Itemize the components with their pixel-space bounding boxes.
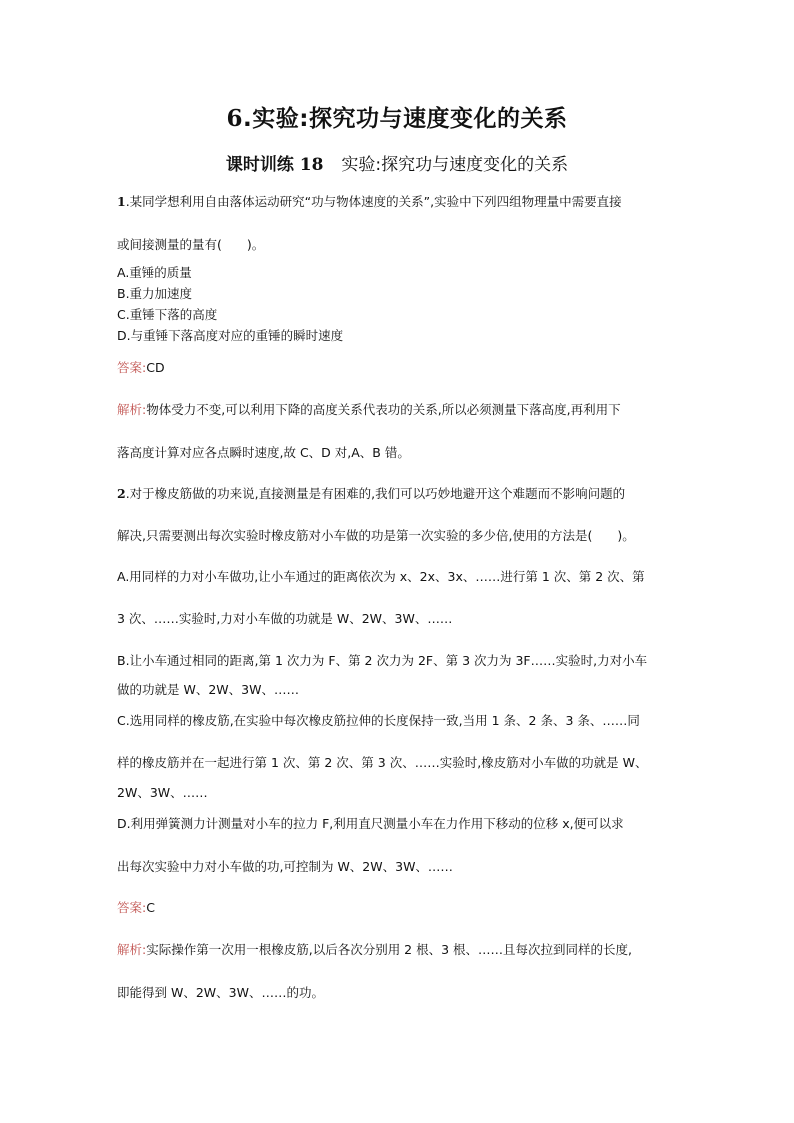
page-title xyxy=(0,100,794,133)
q2-analysis-text1: 实际操作第一次用一根橡皮筋,以后各次分别用 2 根、3 根、……且每次拉到同样的长度, xyxy=(146,942,632,957)
q1-analysis-line1 xyxy=(117,402,621,418)
q1-stem-text1: .某同学想利用自由落体运动研究“功与物体速度的关系”,实验中下列四组物理量中需要直接 xyxy=(125,194,622,209)
q2-stem-line1 xyxy=(117,486,625,502)
q1-answer-label: 答案: xyxy=(117,360,147,375)
q1-stem-line2: 或间接测量的量有( )。 xyxy=(117,237,265,252)
q1-option-d: D.与重锤下落高度对应的重锤的瞬时速度 xyxy=(117,328,344,343)
q2-option-a-line1: A.用同样的力对小车做功,让小车通过的距离依次为 x、2x、3x、……进行第 1 次、第 2 次、第 xyxy=(117,569,645,584)
q2-analysis-line2: 即能得到 W、2W、3W、……的功。 xyxy=(117,985,324,1000)
q2-answer-label: 答案: xyxy=(117,900,147,915)
q2-number: 2 xyxy=(117,486,126,501)
q2-analysis-line1 xyxy=(117,942,632,958)
q1-option-a: A.重锤的质量 xyxy=(117,265,192,280)
q2-option-c-line1: C.选用同样的橡皮筋,在实验中每次橡皮筋拉伸的长度保持一致,当用 1 条、2 条、3 条、……同 xyxy=(117,713,640,728)
q1-number: 1 xyxy=(117,194,126,209)
q2-option-b-line1: B.让小车通过相同的距离,第 1 次力为 F、第 2 次力为 2F、第 3 次力为 3F……实验时,力对小车 xyxy=(117,653,648,668)
subtitle-text: 实验:探究功与速度变化的关系 xyxy=(341,155,569,175)
title-text: .实验:探究功与速度变化的关系 xyxy=(243,106,568,132)
q1-analysis-label: 解析: xyxy=(117,402,147,417)
lesson-number: 课时训练 18 xyxy=(225,155,324,175)
q2-option-d-line1: D.利用弹簧测力计测量对小车的拉力 F,利用直尺测量小车在力作用下移动的位移 x,便可以求 xyxy=(117,816,624,831)
lesson-subtitle xyxy=(0,150,794,175)
q2-stem-line2: 解决,只需要测出每次实验时橡皮筋对小车做的功是第一次实验的多少倍,使用的方法是( )。 xyxy=(117,528,635,543)
q1-answer-value: CD xyxy=(146,360,165,375)
q2-option-a-line2: 3 次、……实验时,力对小车做的功就是 W、2W、3W、…… xyxy=(117,611,453,626)
title-number: 6 xyxy=(226,105,244,132)
q1-analysis-line2: 落高度计算对应各点瞬时速度,故 C、D 对,A、B 错。 xyxy=(117,445,410,460)
q2-analysis-label: 解析: xyxy=(117,942,147,957)
q1-answer xyxy=(117,360,165,376)
q2-answer xyxy=(117,900,155,916)
q2-answer-value: C xyxy=(146,900,155,915)
q1-stem-line1 xyxy=(117,194,622,210)
q1-option-b: B.重力加速度 xyxy=(117,286,193,301)
q2-option-b-line2: 做的功就是 W、2W、3W、…… xyxy=(117,682,299,697)
q2-stem-text1: .对于橡皮筋做的功来说,直接测量是有困难的,我们可以巧妙地避开这个难题而不影响问题的 xyxy=(125,486,626,501)
q1-analysis-text1: 物体受力不变,可以利用下降的高度关系代表功的关系,所以必须测量下落高度,再利用下 xyxy=(146,402,621,417)
q1-option-c: C.重锤下落的高度 xyxy=(117,307,218,322)
q2-option-c-line2: 样的橡皮筋并在一起进行第 1 次、第 2 次、第 3 次、……实验时,橡皮筋对小车做的功就是 W、 xyxy=(117,755,648,770)
q2-option-d-line2: 出每次实验中力对小车做的功,可控制为 W、2W、3W、…… xyxy=(117,859,453,874)
q2-option-c-line3: 2W、3W、…… xyxy=(117,785,208,800)
